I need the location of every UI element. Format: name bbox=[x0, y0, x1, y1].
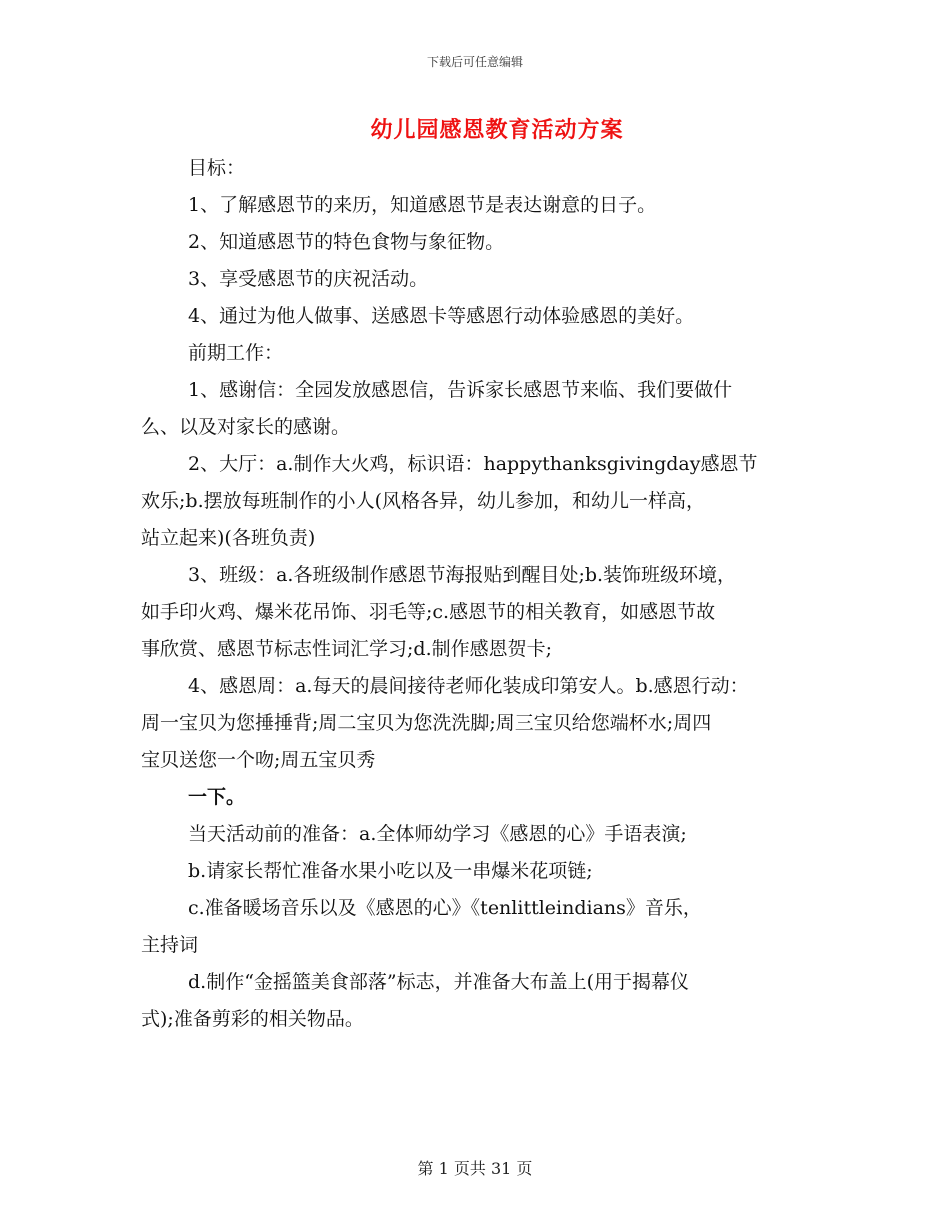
header-note: 下载后可任意编辑 bbox=[426, 55, 523, 69]
paragraph-line: 事欣赏、感恩节标志性词汇学习;d.制作感恩贺卡; bbox=[141, 638, 553, 660]
paragraph-line: 2、知道感恩节的特色食物与象征物。 bbox=[188, 231, 505, 253]
paragraph-line: 么、以及对家长的感谢。 bbox=[141, 416, 351, 438]
paragraph-line: 式);准备剪彩的相关物品。 bbox=[141, 1008, 364, 1030]
paragraph-line: 主持词 bbox=[141, 934, 199, 956]
paragraph-line: 站立起来)(各班负责) bbox=[141, 527, 316, 549]
paragraph-line: 目标： bbox=[188, 157, 246, 179]
paragraph-line: 周一宝贝为您捶捶背;周二宝贝为您洗洗脚;周三宝贝给您端杯水;周四 bbox=[141, 712, 712, 734]
paragraph-line: 4、通过为他人做事、送感恩卡等感恩行动体验感恩的美好。 bbox=[188, 305, 695, 327]
page-footer: 第 1 页共 31 页 bbox=[417, 1159, 533, 1178]
paragraph-line: 3、享受感恩节的庆祝活动。 bbox=[188, 268, 429, 290]
paragraph-line: 当天活动前的准备：a.全体师幼学习《感恩的心》手语表演; bbox=[188, 823, 687, 845]
paragraph-line: 3、班级：a.各班级制作感恩节海报贴到醒目处;b.装饰班级环境， bbox=[188, 564, 737, 586]
paragraph-line: b.请家长帮忙准备水果小吃以及一串爆米花项链; bbox=[188, 860, 593, 882]
paragraph-line: d.制作“金摇篮美食部落”标志，并准备大布盖上(用于揭幕仪 bbox=[188, 971, 690, 993]
paragraph-line: 2、大厅：a.制作大火鸡，标识语：happythanksgivingday感恩节 bbox=[188, 453, 758, 475]
document-body bbox=[141, 150, 821, 1038]
paragraph-line: 如手印火鸡、爆米花吊饰、羽毛等;c.感恩节的相关教育，如感恩节故 bbox=[141, 601, 716, 623]
paragraph-line: 一下。 bbox=[188, 786, 246, 808]
paragraph-line: 宝贝送您一个吻;周五宝贝秀 bbox=[141, 749, 376, 771]
paragraph-line: 4、感恩周：a.每天的晨间接待老师化装成印第安人。b.感恩行动： bbox=[188, 675, 749, 697]
paragraph-line: 1、了解感恩节的来历，知道感恩节是表达谢意的日子。 bbox=[188, 194, 657, 216]
paragraph-line: 前期工作： bbox=[188, 342, 284, 364]
paragraph-line: c.准备暖场音乐以及《感恩的心》《tenlittleindians》音乐， bbox=[188, 897, 702, 919]
paragraph-line: 1、感谢信：全园发放感恩信，告诉家长感恩节来临、我们要做什 bbox=[188, 379, 733, 401]
paragraph-line: 欢乐;b.摆放每班制作的小人(风格各异，幼儿参加，和幼儿一样高， bbox=[141, 490, 706, 512]
document-title: 幼儿园感恩教育活动方案 bbox=[370, 117, 624, 143]
